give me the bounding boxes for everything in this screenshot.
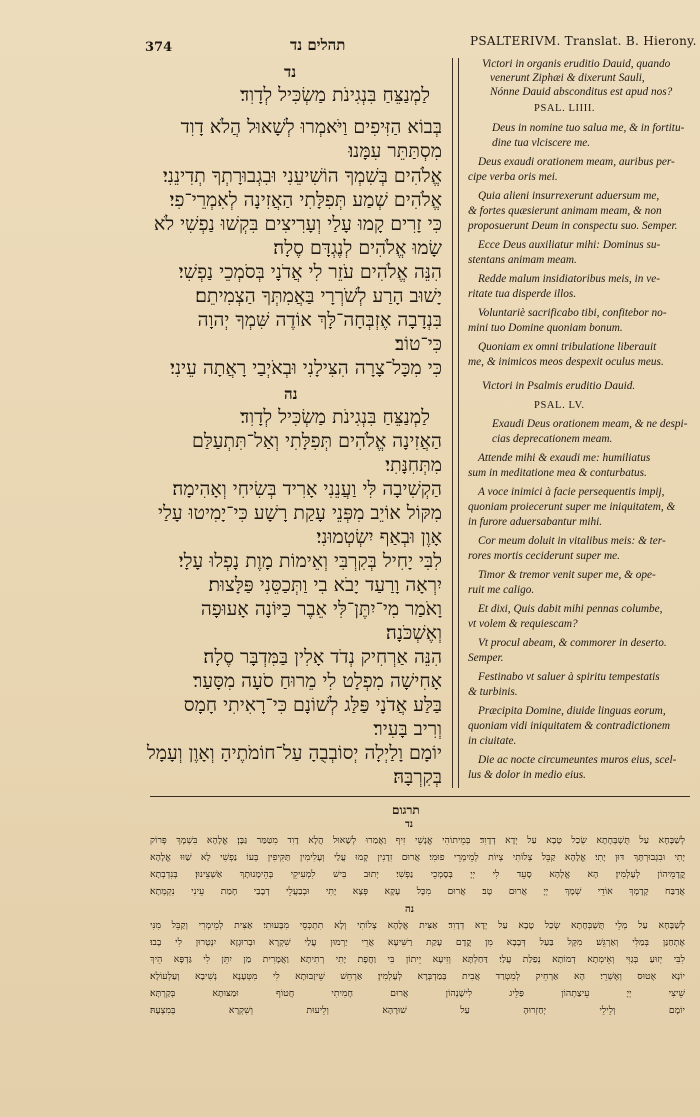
hebrew-line: בַּלַּע אֲדֹנָי פַּלַּג לְשׁוֹנָם כִּי־רָאִיתִי חָמָס xyxy=(183,694,442,716)
latin-line: in ciuitate. xyxy=(468,735,517,747)
latin-line: Deus exaudi orationem meam, auribus per- xyxy=(478,156,675,168)
hebrew-line: בְּבוֹא הַזִּיפִים וַיֹּאמְרוּ לְשָׁאוּל הֲלֹא דָוִד xyxy=(180,116,442,138)
latin-line: cipe verba oris mei. xyxy=(468,171,558,183)
latin-running-title: PSALTERIVM. Translat. B. Hierony. xyxy=(470,34,697,48)
hebrew-line: לִבִּי יָחִיל בְּקִרְבִּי וְאֵימוֹת מָוֶת נָפְלוּ עָלָי׃ xyxy=(178,550,442,572)
hebrew-line: אֱלֹהִים שְׁמַע תְּפִלָּתִי הַאֲזִינָה לְאִמְרֵי־פִי׃ xyxy=(169,189,442,211)
latin-line: Et dixi, Quis dabit mihi pennas columbe, xyxy=(478,603,663,615)
psalm54-latin-heading: PSAL. LIIII. xyxy=(534,103,596,114)
latin-line: Victori in Psalmis eruditio Dauid. xyxy=(482,380,636,392)
targum-title: תרגום xyxy=(392,803,420,817)
latin-line: lus & dolor in medio eius. xyxy=(468,769,586,781)
targum-line: קֳדָמֵיהוֹן לְעָלְמִין׃ הָא אֱלָהָא סָעֵד לִי יְיָ בְּסָמְכֵי נַפְשִׁי׃ יְתוּב בִּישׁ לִמְעִיקֵי בְּהֵימָנוּתָךְ אַשְׁצֵינוּן׃ בְּנִדְבְתָא xyxy=(150,869,685,880)
targum-line: אֶתְחַנַּן בְּמַלִּי וְאַרְגֵּשׁ׃ מִקָּל בַּעַל דְּבָבָא מִן קֳדָם עָקַת רַשִּׁיעָא אֲרֵי יַרְמוּן עֲלַי שִׁקְרָא וּבְרוּגְזָא יִנְטְרוּן לִי בָבוּ׃ xyxy=(150,937,685,948)
targum-line: יוֹנָא אֶטוּס וְאֶשְׁרֵי׃ הָא אַרְחֵיק לְמִטְרַד אֲבִית בְּמַדְבְּרָא לְעָלְמִין׃ אַרְחֵשׁ שֵׁיזָבוּתָא לִי מִטְּעָנָא נְשִׁיבָא וְעַלְעוֹלָא׃ xyxy=(150,971,685,982)
psalm54-hebrew-heading: נד xyxy=(284,63,297,81)
latin-line: quoniam proiecerunt super me iniquitatem, & xyxy=(468,501,676,513)
hebrew-line: אֱלֹהִים בְּשִׁמְךָ הוֹשִׁיעֵנִי וּבִגְבוּרָתְךָ תְדִינֵנִי׃ xyxy=(162,165,442,187)
latin-line: Ecce Deus auxiliatur mihi: Dominus su- xyxy=(478,239,661,251)
latin-line: Timor & tremor venit super me, & ope- xyxy=(478,569,656,581)
hebrew-line: יוֹמָם וָלַיְלָה יְסוֹבְבֻהָ עַל־חוֹמֹתֶיהָ וְאָוֶן וְעָמָל xyxy=(146,742,442,764)
latin-line: rores mortis ceciderunt super me. xyxy=(468,550,620,562)
targum-line: שֵׁיצִי יְיָ עֵיצַתְהוֹן פַּלֵּיג לִישָׁנְהוֹן אֲרוּם חָמִיתִי חֲטוֹף וּמַצּוּתָא בְּקַרְתָּא׃ xyxy=(150,988,685,999)
latin-line: ruit me caligo. xyxy=(468,584,535,596)
latin-line: ritate tua disperde illos. xyxy=(468,288,577,300)
latin-line: dine tua vlciscere me. xyxy=(492,137,591,149)
latin-line: venerunt Ziphæi & dixerunt Sauli, xyxy=(490,72,645,84)
hebrew-line: יִרְאָה וָרַעַד יָבֹא בִי וַתְּכַסֵּנִי פַּלָּצוּת׃ xyxy=(208,574,442,596)
latin-line: A voce inimici à facie persequentis impij, xyxy=(478,486,665,498)
latin-line: Exaudi Deus orationem meam, & ne despi- xyxy=(492,418,688,430)
hebrew-line: הִנֵּה אַרְחִיק נְדֹד אָלִין בַּמִּדְבָּר סֶלָה׃ xyxy=(203,646,442,668)
targum-line: אֲדַבַּח קָדָמָךְ אוֹדֵי שְׁמָךְ יְיָ אֲרוּם טָב׃ אֲרוּם מִכָּל עָקָא פְּצָא יָתִי וּבְבַעֲלֵי דְבָבַי חָמַת עֵינִי נִקְמְתָא׃ xyxy=(150,886,685,897)
hebrew-line: כִּי־טוֹב׃ xyxy=(394,333,442,355)
hebrew-line: כִּי מִכָּל־צָרָה הִצִּילָנִי וּבְאֹיְבַי רָאֲתָה עֵינִי׃ xyxy=(170,357,442,379)
hebrew-line: וְאֶשְׁכֹּנָה׃ xyxy=(385,622,442,644)
latin-line: Nónne Dauid absconditus est apud nos? xyxy=(490,86,673,98)
latin-line: stentans animam meam. xyxy=(468,254,577,266)
latin-line: & fortes quæsierunt animam meam, & non xyxy=(468,205,662,217)
hebrew-line: שָׂמוּ אֱלֹהִים לְנֶגְדָּם סֶלָה׃ xyxy=(273,237,442,259)
targum-line: יָתִי וּבִגְבוּרְתָּךְ דּוּן יָתִי׃ אֱלָהָא קַבֵּל צְלוֹתִי צְיוֹת לְמֵימְרֵי פוּמִי׃ אֲרוּם זִדָנִין קָמוּ עֲלַי וְעָלִימִין תַּקִּיפִין בְּעוֹ נַפְשִׁי לָא שַׁוּוּ אֱלָהָא xyxy=(150,852,685,863)
latin-line: Attende mihi & exaudi me: humiliatus xyxy=(478,452,651,464)
hebrew-line: בְּקִרְבָּהּ׃ xyxy=(393,766,442,788)
psalm55-latin-heading: PSAL. LV. xyxy=(534,400,585,411)
latin-line: Quia alieni insurrexerunt aduersum me, xyxy=(478,190,660,202)
latin-line: Voluntariè sacrificabo tibi, confitebor no- xyxy=(478,307,667,319)
latin-line: proposuerunt Deum in conspectu suo. Semper. xyxy=(468,220,678,232)
latin-line: Præcipita Domine, diuide linguas eorum, xyxy=(478,705,666,717)
hebrew-line: אָחִישָׁה מִפְלָט לִי מֵרוּחַ סֹעָה מִסָּעַר׃ xyxy=(192,670,442,692)
latin-line: Deus in nomine tuo salua me, & in fortitu- xyxy=(492,122,685,134)
latin-line: mini tuo Domine quoniam bonum. xyxy=(468,322,623,334)
targum-line: לְשַׁבָּחָא עַל תֻּשְׁבְּחָתָא שְׂכַל טָבָא עַל יְדָא דְדָוִד׃ בְּמֵיתוֹהִי אֱנָשֵׁי זִיף וַאֲמַרוּ לְשָׁאוּל הֲלָא דָוִד מִטַּמַּר גַּבָּן׃ אֱלָהָא בִּשְׁמָךְ פְּרוֹק xyxy=(150,835,685,846)
latin-line: sum in meditatione mea & conturbatus. xyxy=(468,467,647,479)
psalm55-hebrew-heading: נה xyxy=(284,385,298,403)
latin-line: vt volem & requiescam? xyxy=(468,618,578,630)
hebrew-line: וָאֹמַר מִי־יִתֶּן־לִּי אֵבֶר כַּיּוֹנָה אָעוּפָה xyxy=(200,598,442,620)
latin-line: me, & inimicos meos despexit oculus meus. xyxy=(468,356,664,368)
targum-psalm55-heading: נה xyxy=(405,904,415,915)
hebrew-running-title: תהלים נד xyxy=(290,36,346,54)
hebrew-line: אָוֶן וּבְאַף יִשְׂטְמוּנִי׃ xyxy=(316,526,442,548)
hebrew-line: הַאֲזִינָה אֱלֹהִים תְּפִלָּתִי וְאַל־תִּתְעַלַּם xyxy=(192,430,442,452)
latin-line: Vt procul abeam, & commorer in deserto. xyxy=(478,637,667,649)
hebrew-line: הַקְשִׁיבָה לִּי וַעֲנֵנִי אָרִיד בְּשִׂיחִי וְאָהִימָה׃ xyxy=(172,478,442,500)
latin-line: Die ac nocte circumeuntes muros eius, scel- xyxy=(478,754,677,766)
latin-line: Redde malum insidiatoribus meis, in ve- xyxy=(478,273,660,285)
hebrew-line: יָשׁוּב הָרַע לְשֹׁרְרָי בַּאֲמִתְּךָ הַצְמִיתֵם׃ xyxy=(195,285,442,307)
latin-line: Quoniam ex omni tribulatione liberauit xyxy=(478,341,657,353)
hebrew-line: לַמְנַצֵּחַ בִּנְגִינֹת מַשְׂכִּיל לְדָוִד׃ xyxy=(240,406,430,428)
hebrew-line: מִתְּחִנָּתִי׃ xyxy=(385,454,442,476)
targum-line: לְשַׁבָּחָא עַל מְלֵי תֻּשְׁבְּחָתָא שְׂכַל טָבָא עַל יְדָא דְדָוִד׃ אַצִּית אֱלָהָא צְלוֹתִי וְלָא תִתְכְּסֵי מִבָּעוּתִי׃ אַצִּית לְמֵימְרִי וְקַבֵּל מִנִּי xyxy=(150,920,685,931)
hebrew-line: וְרִיב בָּעִיר׃ xyxy=(373,718,442,740)
hebrew-line: לַמְנַצֵּחַ בִּנְגִינֹת מַשְׂכִּיל לְדָוִד׃ xyxy=(240,84,430,106)
column-divider-left xyxy=(452,58,453,788)
latin-line: quoniam vidi iniquitatem & contradictionem xyxy=(468,720,671,732)
hebrew-line: כִּי זָרִים קָמוּ עָלַי וְעָרִיצִים בִּקְשׁוּ נַפְשִׁי לֹא xyxy=(153,213,442,235)
page-number: 374 xyxy=(145,40,173,55)
targum-line: לִבִּי יְזוּעַ בְּגַוִּי וְאֵימְתָא דְמוֹתָא נְפַלַת עֲלַי׃ דַּחַלְתָּא וְזִיעָא יֵיתוֹן בִּי וַחֲפָת יָתִי רְתִיתָא׃ וַאֲמָרִית מַן יִתֵּן לִי גַּדְפָּא הֵיךְ xyxy=(150,954,685,965)
hebrew-line: מִקּוֹל אוֹיֵב מִפְּנֵי עָקַת רָשָׁע כִּי־יָמִיטוּ עָלַי xyxy=(158,502,442,524)
latin-line: Cor meum doluit in vitalibus meis: & ter- xyxy=(478,535,666,547)
latin-line: & turbinis. xyxy=(468,686,518,698)
latin-line: Victori in organis eruditio Dauid, quando xyxy=(482,58,671,70)
targum-line: יוֹמָם וְלֵילֵי יְחַזְרוּהָ עַל שׁוּרָהָא וְלֵיעוּת וְשִׁקְרָא בְּמִצְעָהּ׃ xyxy=(150,1005,685,1016)
targum-psalm54-heading: נד xyxy=(405,819,414,830)
latin-line: Semper. xyxy=(468,652,504,664)
latin-line: cias deprecationem meam. xyxy=(492,433,613,445)
hebrew-line: מִסְתַּתֵּר עִמָּנוּ׃ xyxy=(348,140,442,162)
hebrew-line: הִנֵּה אֱלֹהִים עֹזֵר לִי אֲדֹנָי בְּסֹמְכֵי נַפְשִׁי׃ xyxy=(178,261,442,283)
targum-divider xyxy=(150,796,690,797)
column-divider-right xyxy=(458,58,459,788)
latin-line: in furore aduersabantur mihi. xyxy=(468,516,603,528)
latin-line: Festinabo vt saluer à spiritu tempestatis xyxy=(478,671,660,683)
hebrew-line: בִּנְדָבָה אֶזְבְּחָה־לָּךְ אוֹדֶה שִּׁמְךָ יְהוָה xyxy=(197,309,442,331)
